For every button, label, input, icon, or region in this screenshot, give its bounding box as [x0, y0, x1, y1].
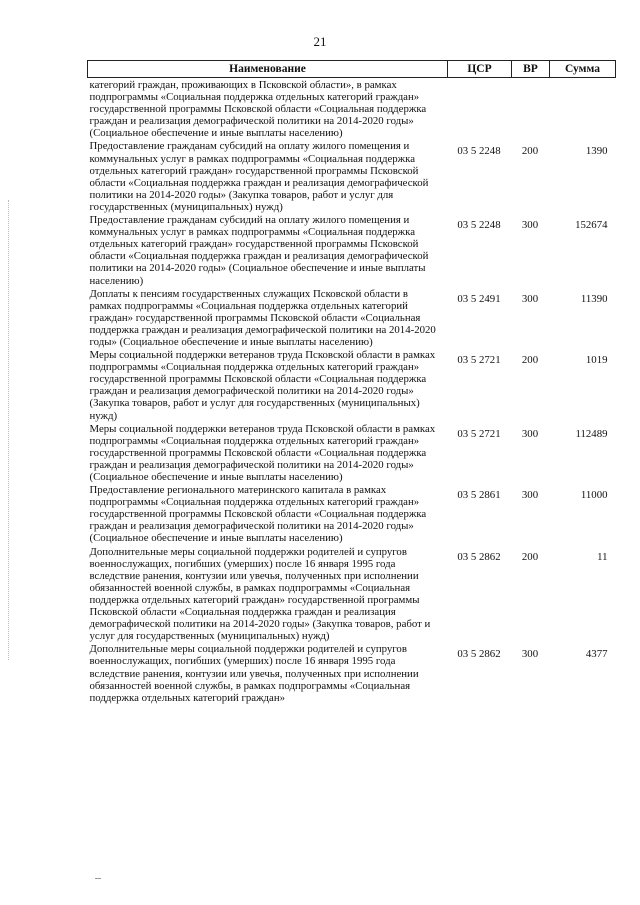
row-csr: 03 5 2862 — [457, 648, 501, 661]
row-vr: 300 — [521, 219, 539, 232]
row-sum: 11390 — [580, 292, 608, 305]
row-sum: 1390 — [585, 145, 608, 158]
row-vr: 200 — [521, 354, 539, 367]
row-vr: 300 — [521, 648, 539, 661]
row-name: категорий граждан, проживающих в Псковской области», в рамках подпрограммы «Социальная поддержка отдельных категорий граждан» государственной программы Псковской области «Социальная поддержка граждан и реализация демографической политики на 2014-2020 годы» (Социальное обеспечение и иные выплаты населению) — [89, 79, 427, 140]
row-csr: 03 5 2721 — [457, 427, 501, 440]
row-sum: 4377 — [585, 648, 608, 661]
header-vr: ВР — [512, 61, 550, 78]
table-header-row — [88, 61, 616, 78]
row-sum: 112489 — [575, 427, 608, 440]
table-row — [88, 422, 616, 483]
table-row — [88, 78, 616, 140]
table-row — [88, 287, 616, 348]
row-csr — [448, 78, 512, 140]
row-csr: 03 5 2862 — [457, 550, 501, 563]
row-sum: 11000 — [580, 489, 608, 502]
row-vr — [512, 78, 550, 140]
row-sum: 11 — [597, 550, 608, 563]
row-name: Предоставление регионального материнского капитала в рамках подпрограммы «Социальная поддержка отдельных категорий граждан» государственной программы Псковской области «Социальная поддержка граждан и реализация демографической политики на 2014-2020 годы» (Социальное обеспечение и иные выплаты населению) — [89, 484, 427, 545]
budget-table — [87, 60, 616, 704]
row-csr: 03 5 2721 — [457, 354, 501, 367]
row-name: Дополнительные меры социальной поддержки родителей и супругов военнослужащих, погибших (умерших) после 16 января 1995 года вследствие ранения, контузии или увечья, полученных при исполнении обязанностей военной службы, в рамках подпрограммы «Социальная поддержка отдельных категорий граждан» — [89, 643, 419, 704]
row-sum: 1019 — [585, 354, 608, 367]
scan-margin-line — [8, 200, 10, 660]
row-sum: 152674 — [575, 219, 608, 232]
header-name: Наименование — [88, 61, 448, 78]
row-vr: 300 — [521, 427, 539, 440]
table-row — [88, 545, 616, 643]
row-vr: 200 — [521, 550, 539, 563]
page-number: 21 — [313, 34, 327, 49]
row-csr: 03 5 2248 — [457, 145, 501, 158]
header-sum: Сумма — [550, 61, 616, 78]
row-name: Предоставление гражданам субсидий на оплату жилого помещения и коммунальных услуг в рамках подпрограммы «Социальная поддержка отдельных категорий граждан» государственной программы Псковской области «Социальная поддержка граждан и реализация демографической политики на 2014-2020 годы» (Закупка товаров, работ и услуг для государственных (муниципальных) нужд) — [89, 140, 429, 213]
row-csr: 03 5 2491 — [457, 292, 501, 305]
table-row — [88, 642, 616, 703]
row-sum — [550, 78, 616, 140]
table-row — [88, 483, 616, 544]
row-name: Дополнительные меры социальной поддержки родителей и супругов военнослужащих, погибших (умерших) после 16 января 1995 года вследствие ранения, контузии или увечья, полученных при исполнении обязанностей военной службы, в рамках подпрограммы «Социальная поддержка отдельных категорий граждан» государственной программы Псковской области «Социальная поддержка граждан и реализация демографической политики на 2014-2020 годы» (Закупка товаров, работ и услуг для государственных (муниципальных) нужд) — [89, 545, 431, 643]
table-row — [88, 213, 616, 287]
row-vr: 200 — [521, 145, 539, 158]
table-row — [88, 139, 616, 213]
row-vr: 300 — [521, 292, 539, 305]
table-row — [88, 348, 616, 422]
row-csr: 03 5 2248 — [457, 219, 501, 232]
scan-mark — [95, 878, 101, 879]
row-name: Меры социальной поддержки ветеранов труда Псковской области в рамках подпрограммы «Социальная поддержка отдельных категорий граждан» государственной программы Псковской области «Социальная поддержка граждан и реализация демографической политики на 2014-2020 годы» (Закупка товаров, работ и услуг для государственных (муниципальных) нужд) — [89, 349, 436, 422]
row-name: Доплаты к пенсиям государственных служащих Псковской области в рамках подпрограммы «Социальная поддержка отдельных категорий граждан» государственной программы Псковской области «Социальная поддержка граждан и реализация демографической политики на 2014-2020 годы» (Социальное обеспечение и иные выплаты населению) — [89, 287, 436, 348]
row-vr: 300 — [521, 489, 539, 502]
row-csr: 03 5 2861 — [457, 489, 501, 502]
header-csr: ЦСР — [448, 61, 512, 78]
row-name: Меры социальной поддержки ветеранов труда Псковской области в рамках подпрограммы «Социальная поддержка отдельных категорий граждан» государственной программы Псковской области «Социальная поддержка граждан и реализация демографической политики на 2014-2020 годы» (Социальное обеспечение и иные выплаты населению) — [89, 422, 436, 483]
row-name: Предоставление гражданам субсидий на оплату жилого помещения и коммунальных услуг в рамках подпрограммы «Социальная поддержка отдельных категорий граждан» государственной программы Псковской области «Социальная поддержка граждан и реализация демографической политики на 2014-2020 годы» (Социальное обеспечение и иные выплаты населению) — [89, 214, 429, 287]
